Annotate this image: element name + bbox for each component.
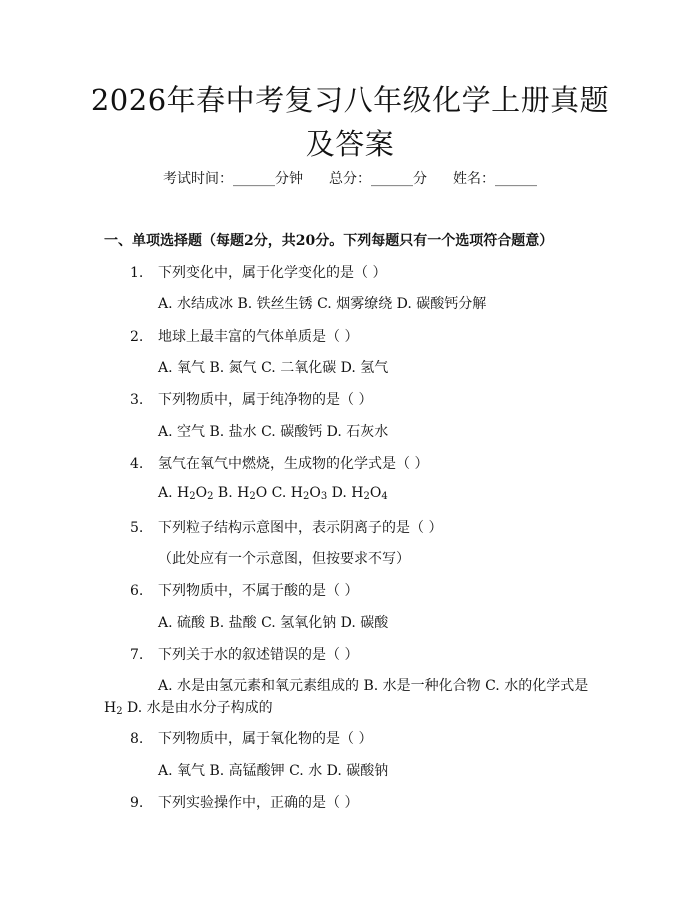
question-number: 7. <box>130 647 144 663</box>
question-number: 5. <box>130 520 144 536</box>
exam-meta <box>0 168 700 188</box>
question-text: 下列物质中，属于氧化物的是（ ） <box>158 731 373 747</box>
question-text: 下列关于水的叙述错误的是（ ） <box>158 647 359 663</box>
page-title: 2026年春中考复习八年级化学上册真题及答案 <box>90 83 610 161</box>
question-number: 6. <box>130 583 144 599</box>
question-number: 9. <box>130 795 144 811</box>
question-5 <box>130 517 442 537</box>
question-8-options: A. 氧气 B. 高锰酸钾 C. 水 D. 碳酸钠 <box>158 763 389 779</box>
question-2 <box>130 326 358 346</box>
question-7-options: A. 水是由氢元素和氧元素组成的 B. 水是一种化合物 C. 水的化学式是 $H_2$ D. 水是由水分子构成的 <box>104 678 589 717</box>
question-3 <box>130 389 372 409</box>
question-number: 4. <box>130 456 144 472</box>
question-number: 1. <box>130 265 144 281</box>
exam-time-field: 考试时间：______分钟 <box>163 171 303 187</box>
student-name-field: 姓名：______ <box>453 171 537 187</box>
question-8 <box>130 728 372 748</box>
question-7 <box>130 644 358 664</box>
question-text: 下列实验操作中，正确的是（ ） <box>158 795 359 811</box>
question-1-options: A. 水结成冰 B. 铁丝生锈 C. 烟雾缭绕 D. 碳酸钙分解 <box>158 296 487 312</box>
question-9 <box>130 792 358 812</box>
question-text: 下列物质中，不属于酸的是（ ） <box>158 583 359 599</box>
question-6 <box>130 580 358 600</box>
question-2-options: A. 氧气 B. 氮气 C. 二氧化碳 D. 氢气 <box>158 360 389 376</box>
question-5-note: （此处应有一个示意图，但按要求不写） <box>158 551 410 567</box>
question-text: 下列粒子结构示意图中，表示阴离子的是（ ） <box>158 520 443 536</box>
question-4-options: A. $H_2O_2$ B. $H_2O$ C. $H_2O_3$ D. $H_2O_4$ <box>158 485 388 502</box>
question-4 <box>130 453 428 473</box>
section-heading: 一、单项选择题（每题2分，共20分。下列每题只有一个选项符合题意） <box>104 233 554 249</box>
question-6-options: A. 硫酸 B. 盐酸 C. 氢氧化钠 D. 碳酸 <box>158 615 389 631</box>
question-1 <box>130 262 386 282</box>
question-text: 氢气在氧气中燃烧，生成物的化学式是（ ） <box>158 456 429 472</box>
question-number: 8. <box>130 731 144 747</box>
question-number: 2. <box>130 329 144 345</box>
total-score-field: 总分：______分 <box>329 171 427 187</box>
question-text: 下列物质中，属于纯净物的是（ ） <box>158 392 373 408</box>
question-3-options: A. 空气 B. 盐水 C. 碳酸钙 D. 石灰水 <box>158 424 389 440</box>
question-text: 地球上最丰富的气体单质是（ ） <box>158 329 359 345</box>
question-number: 3. <box>130 392 144 408</box>
question-text: 下列变化中，属于化学变化的是（ ） <box>158 265 387 281</box>
